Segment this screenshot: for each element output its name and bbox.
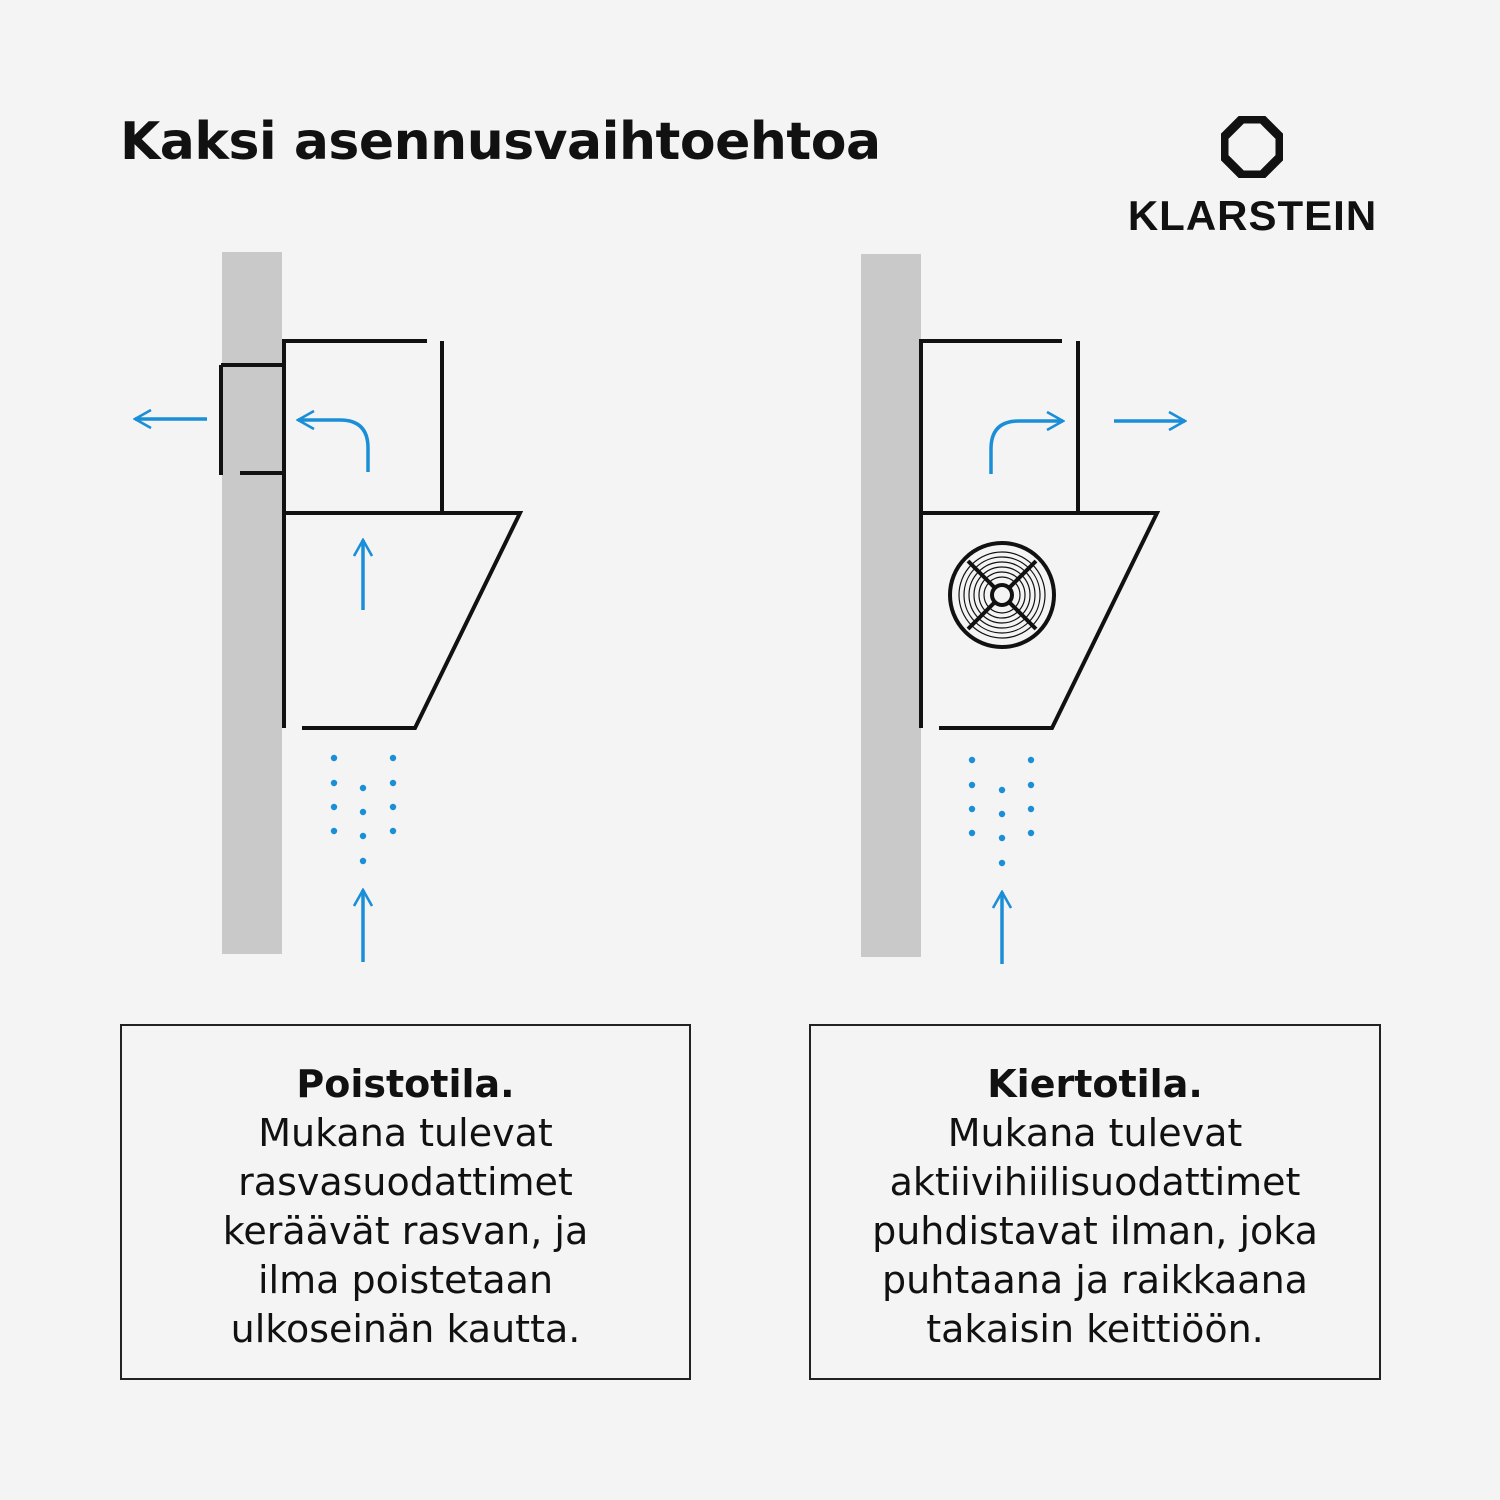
recirculation-mode-heading: Kiertotila. [987,1062,1203,1106]
recirculation-mode-description: Mukana tulevat aktiivihiilisuodattimet puhdistavat ilman, joka puhtaana ja raikkaana takaisin keittiöön. [872,1111,1318,1351]
hood-outline-right [921,341,1157,728]
wall-left [222,252,282,954]
steam-dots-left [331,755,396,864]
steam-dots-right [969,757,1034,866]
recirculation-diagram [861,254,1185,964]
extraction-mode-description: Mukana tulevat rasvasuodattimet keräävät rasvan, ja ilma poistetaan ulkoseinän kautta. [222,1111,589,1351]
extraction-mode-heading: Poistotila. [296,1062,515,1106]
airflow-right [991,421,1185,964]
brand-name: KLARSTEIN [1127,192,1378,239]
page-title: Kaksi asennusvaihtoehtoa [120,112,881,172]
fan-icon [950,543,1054,647]
extraction-diagram [135,252,520,962]
turn-arrow-left [298,420,368,472]
extraction-mode-panel [120,1024,691,1380]
recirculation-mode-panel [809,1024,1381,1380]
wall-right [861,254,921,957]
turn-arrow-right [991,421,1063,474]
